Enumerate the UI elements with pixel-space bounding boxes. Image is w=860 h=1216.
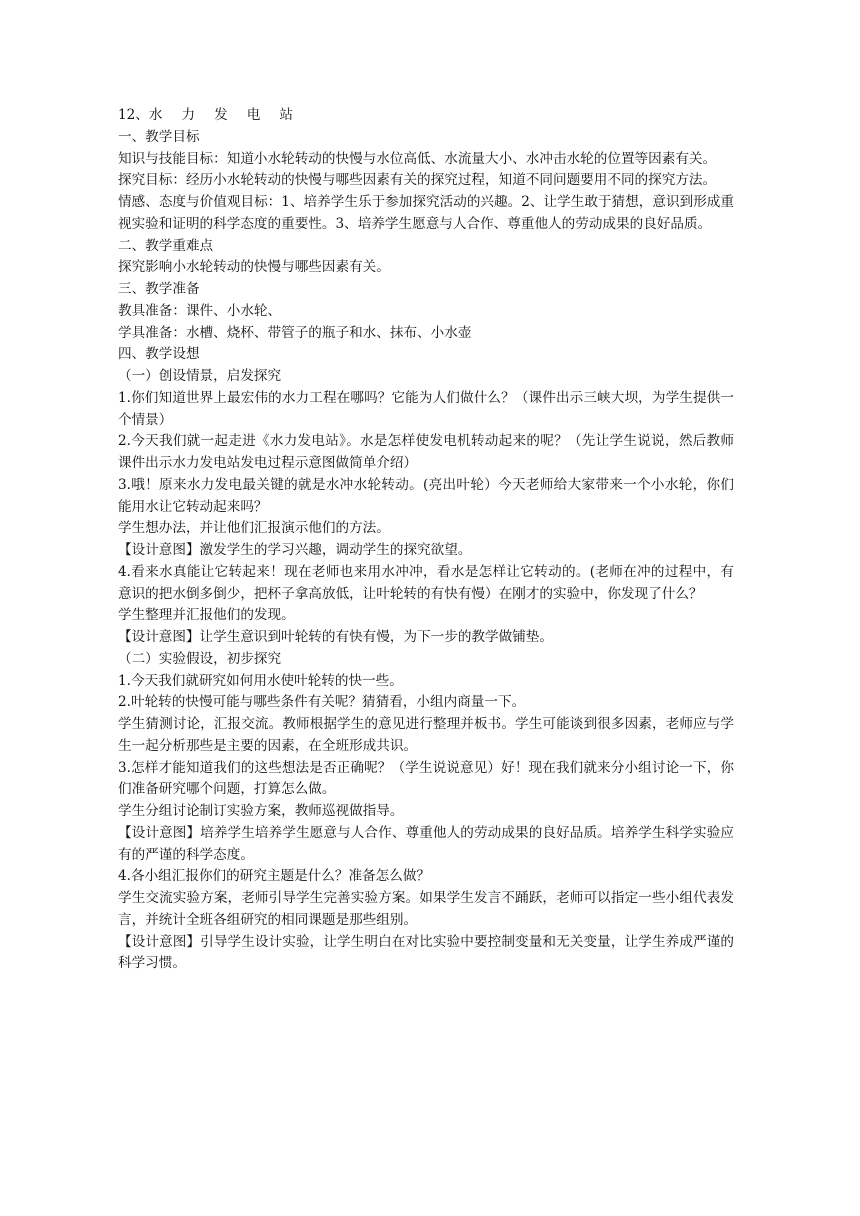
paragraph-group-planning: 学生分组讨论制订实验方案，教师巡视做指导。 — [118, 803, 404, 819]
paragraph-item-b1: 1.今天我们就研究如何用水使叶轮转的快一些。 — [118, 672, 403, 689]
paragraph-student-materials: 学具准备：水槽、烧杯、带管子的瓶子和水、抹布、小水壶 — [118, 324, 472, 341]
paragraph-student-report: 学生整理并汇报他们的发现。 — [118, 607, 295, 624]
paragraph-design-intent-3: 【设计意图】培养学生培养学生愿意与人合作、尊重他人的劳动成果的良好品质。培养学生科学实验应有的严谨的科学态度。 — [118, 824, 734, 863]
paragraph-attitude-goal: 情感、态度与价值观目标：1、培养学生乐于参加探究活动的兴趣。2、让学生敢于猜想，意识到形成重视实验和证明的科学态度的重要性。3、培养学生愿意与人合作、尊重他人的劳动成果的良好品质。 — [118, 194, 734, 232]
paragraph-plan-exchange: 学生交流实验方案，老师引导学生完善实验方案。如果学生发言不踊跃，老师可以指定一些小组代表发言，并统计全班各组研究的相同课题是那些组别。 — [118, 890, 734, 928]
document-body — [118, 105, 734, 975]
paragraph-student-discussion: 学生猜测讨论，汇报交流。教师根据学生的意见进行整理并板书。学生可能谈到很多因素，老师应与学生一起分析那些是主要的因素，在全班形成共识。 — [118, 716, 734, 754]
subsection-heading-scenario: （一）创设情景，启发探究 — [118, 368, 282, 384]
paragraph-student-activity: 学生想办法，并让他们汇报演示他们的方法。 — [118, 520, 390, 537]
paragraph-item-b4: 4.各小组汇报你们的研究主题是什么？准备怎么做？ — [118, 868, 431, 885]
paragraph-knowledge-goal: 知识与技能目标：知道小水轮转动的快慢与水位高低、水流量大小、水冲击水轮的位置等因素有关。 — [118, 150, 717, 167]
paragraph-design-intent-4: 【设计意图】引导学生设计实验，让学生明白在对比实验中要控制变量和无关变量，让学生养成严谨的科学习惯。 — [118, 933, 734, 972]
paragraph-item-1: 1.你们知道世界上最宏伟的水力工程在哪吗？它能为人们做什么？（课件出示三峡大坝，为学生提供一个情景） — [118, 389, 734, 428]
paragraph-item-2: 2.今天我们就一起走进《水力发电站》。水是怎样使发电机转动起来的呢？（先让学生说说，然后教师课件出示水力发电站发电过程示意图做简单介绍） — [118, 433, 734, 471]
section-heading-key-points: 二、教学重难点 — [118, 237, 214, 254]
section-heading-objectives: 一、教学目标 — [118, 128, 200, 145]
paragraph-teacher-materials: 教具准备：课件、小水轮、 — [118, 302, 282, 319]
paragraph-item-b2: 2.叶轮转的快慢可能与哪些条件有关呢？猜猜看，小组内商量一下。 — [118, 694, 526, 711]
paragraph-item-b3: 3.怎样才能知道我们的这些想法是否正确呢？（学生说说意见）好！现在我们就来分小组讨论一下，你们准备研究哪个问题，打算怎么做。 — [118, 759, 734, 798]
paragraph-design-intent-2: 【设计意图】让学生意识到叶轮转的有快有慢，为下一步的教学做铺垫。 — [118, 629, 553, 645]
document-title: 12、水 力 发 电 站 — [118, 107, 293, 123]
paragraph-item-4: 4.看来水真能让它转起来！现在老师也来用水冲冲，看水是怎样让它转动的。(老师在冲的过程中，有意识的把水倒多倒少，把杯子拿高放低，让叶轮转的有快有慢）在刚才的实验中，你发现了什么？ — [118, 563, 734, 602]
paragraph-inquiry-goal: 探究目标：经历小水轮转动的快慢与哪些因素有关的探究过程，知道不同问题要用不同的探究方法。 — [118, 172, 717, 189]
paragraph-design-intent-1: 【设计意图】激发学生的学习兴趣，调动学生的探究欲望。 — [118, 542, 472, 558]
paragraph-key-points: 探究影响小水轮转动的快慢与哪些因素有关。 — [118, 259, 390, 276]
subsection-heading-hypothesis: （二）实验假设，初步探究 — [118, 650, 282, 667]
paragraph-item-3: 3.哦！原来水力发电最关键的就是水冲水轮转动。(亮出叶轮）今天老师给大家带来一个小水轮，你们能用水让它转动起来吗？ — [118, 476, 734, 515]
section-heading-preparation: 三、教学准备 — [118, 281, 200, 297]
section-heading-teaching-plan: 四、教学设想 — [118, 346, 200, 363]
